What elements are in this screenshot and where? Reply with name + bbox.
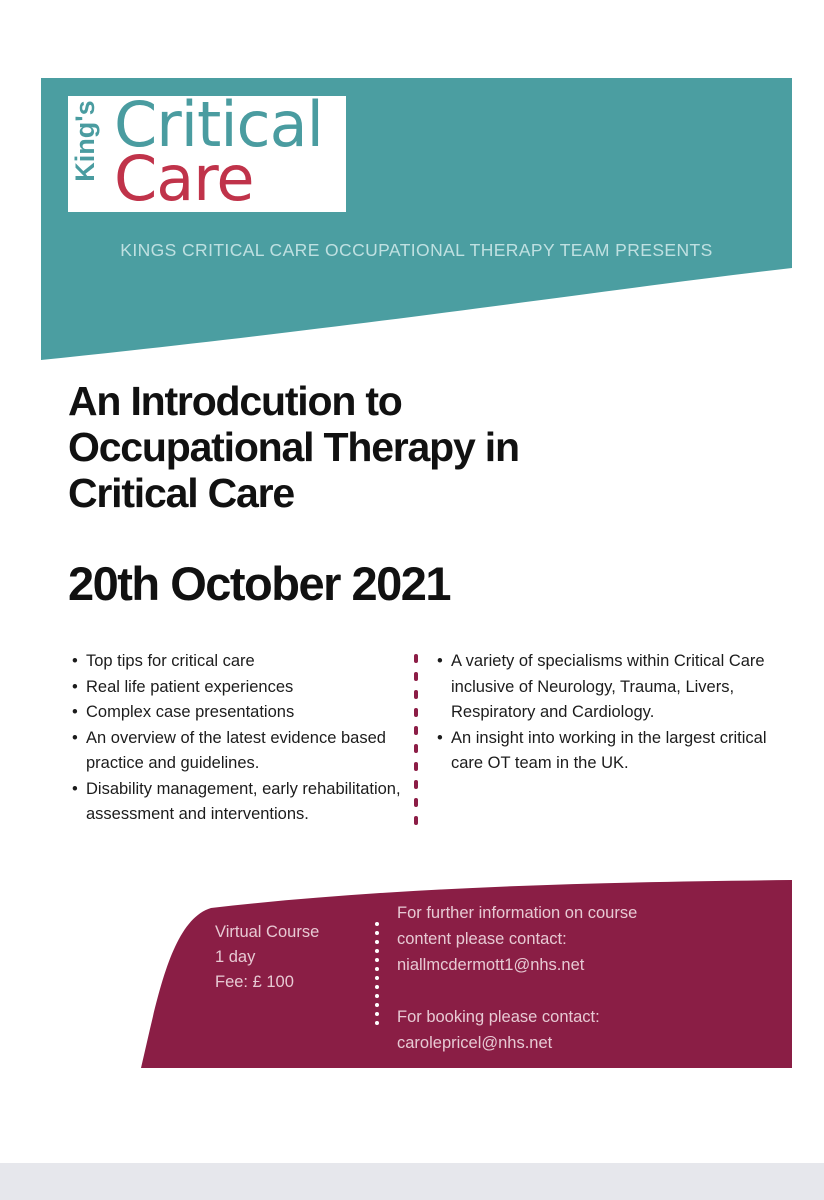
footer-divider — [375, 922, 379, 1032]
contact-details — [397, 900, 777, 1056]
topic-item: • A variety of specialisms within Critical Care inclusive of Neurology, Trauma, Livers, Respiratory and Cardiology. — [435, 649, 780, 726]
info-contact-label: For further information on course — [397, 904, 638, 922]
topics-list-right — [435, 649, 780, 777]
topics-list-left — [70, 649, 415, 828]
course-title-line: Critical Care — [68, 470, 294, 516]
presents-tagline: KINGS CRITICAL CARE OCCUPATIONAL THERAPY TEAM PRESENTS — [120, 240, 713, 260]
topic-item: • Top tips for critical care — [70, 649, 415, 675]
course-title-line: Occupational Therapy in — [68, 424, 519, 470]
course-fee: Fee: £ 100 — [215, 973, 294, 991]
booking-email[interactable]: carolepricel@nhs.net — [397, 1034, 553, 1052]
info-email[interactable]: niallmcdermott1@nhs.net — [397, 956, 585, 974]
logo-care-text: Care — [114, 142, 254, 215]
topic-item: • An insight into working in the largest critical care OT team in the UK. — [435, 726, 780, 777]
course-title-line: An Introdcution to — [68, 378, 402, 424]
topic-item: • An overview of the latest evidence based practice and guidelines. — [70, 726, 415, 777]
booking-contact-label: For booking please contact: — [397, 1008, 600, 1026]
topic-item: • Real life patient experiences — [70, 675, 415, 701]
topic-item: • Complex case presentations — [70, 700, 415, 726]
topic-item: • Disability management, early rehabilitation, assessment and interventions. — [70, 777, 415, 828]
course-title — [68, 378, 768, 516]
course-format: Virtual Course — [215, 923, 320, 941]
logo-critical-text: Critical — [114, 88, 323, 161]
course-details — [215, 920, 319, 995]
page-bottom-strip — [0, 1163, 824, 1200]
info-contact-label: content please contact: — [397, 930, 567, 948]
course-duration: 1 day — [215, 948, 256, 966]
kings-critical-care-logo — [68, 88, 346, 215]
course-date: 20th October 2021 — [68, 557, 451, 610]
column-divider — [414, 654, 420, 824]
logo-kings-text: King's — [70, 100, 100, 182]
